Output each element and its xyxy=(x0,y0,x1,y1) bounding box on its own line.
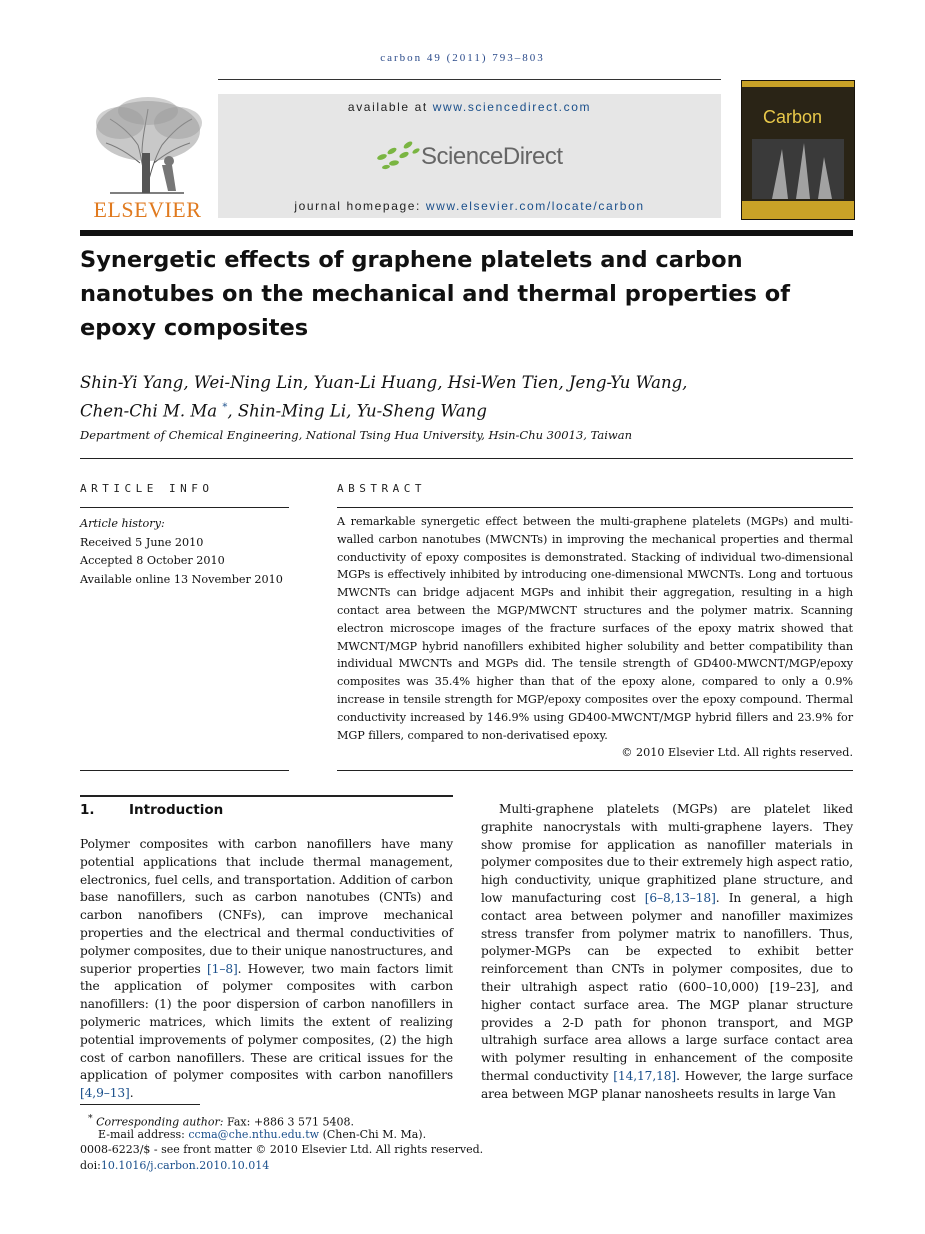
sciencedirect-wordmark: ScienceDirect xyxy=(421,143,563,170)
intro-p1-text-b: . However, two main factors limit the application of polymer composites with carbon nanofillers: (1) the poor dispersion of carbon nanofillers in polymeric matrices, which limits the extent of realizing potential improvements of polymer composites, (2) the high cost of carbon nanofillers. These are critical issues for the application of polymer composites with carbon nanofillers xyxy=(80,961,453,1083)
intro-paragraph-2 xyxy=(481,801,853,1104)
abstract-copyright: © 2010 Elsevier Ltd. All rights reserved. xyxy=(621,746,853,759)
corresponding-author-marker[interactable]: * xyxy=(222,402,228,413)
corresponding-label: Corresponding author: xyxy=(96,1115,224,1129)
reference-link[interactable]: [4,9–13] xyxy=(80,1086,130,1101)
section-number: 1. xyxy=(80,802,95,818)
authors-line-1: Shin-Yi Yang, Wei-Ning Lin, Yuan-Li Huang, Hsi-Wen Tien, Jeng-Yu Wang, xyxy=(80,373,688,392)
cover-title: Carbon xyxy=(763,107,823,127)
homepage-prefix: journal homepage: xyxy=(294,199,426,213)
author-list xyxy=(80,370,860,424)
doi-line xyxy=(80,1158,269,1174)
banner-top-rule xyxy=(218,79,721,80)
footnote-marker: * xyxy=(88,1113,93,1124)
email-label: E-mail address: xyxy=(98,1128,189,1141)
intro-p1-text-a: Polymer composites with carbon nanofillers have many potential applications that include thermal management, electronics, fuel cells, and transportation. Addition of carbon base nanofillers, such as carbon nanotubes (CNTs) and carbon nanofibers (CNFs), can improve mechanical properties and the electrical and thermal conductivities of polymer composites, due to their unique nanostructures, and superior properties xyxy=(80,837,454,976)
article-info-bottom-rule xyxy=(80,770,289,771)
intro-p2-text-c: . However, the large surface area between MGP planar nanosheets results in large Van xyxy=(481,1068,853,1101)
available-at-line xyxy=(218,100,721,114)
history-label: Article history: xyxy=(80,517,165,530)
corresponding-fax: Fax: +886 3 571 5408. xyxy=(223,1115,355,1129)
authors-line-2-rest: , Shin-Ming Li, Yu-Sheng Wang xyxy=(227,401,487,421)
abstract-rule xyxy=(337,507,853,508)
email-link[interactable]: ccma@che.nthu.edu.tw xyxy=(188,1128,320,1141)
intro-paragraph-1 xyxy=(80,836,453,1103)
section-title: Introduction xyxy=(129,802,224,818)
reference-link[interactable]: [1–8] xyxy=(207,961,238,976)
article-title: Synergetic effects of graphene platelets and carbon nanotubes on the mechanical and thermal properties of epoxy composites xyxy=(80,247,791,341)
affiliation: Department of Chemical Engineering, National Tsing Hua University, Hsin-Chu 30013, Taiwan xyxy=(80,428,632,442)
email-footnote xyxy=(80,1127,426,1143)
doi-label: doi: xyxy=(80,1159,101,1172)
intro-p2-text-b: . In general, a high contact area between polymer and nanofiller maximizes stress transfer from polymer matrix to nanofillers. Thus, polymer-MGPs can be expected to exhibit better reinforcement than CNTs in polymer composites, due to their ultrahigh aspect ratio (600–10,000) [19–23], and higher contact surface area. The MGP planar structure provides a 2-D path for phonon transport, and MGP ultrahigh surface area allows a large surface contact area with polymer resulting in enhancement of the composite thermal conductivity xyxy=(481,890,853,1083)
cover-image xyxy=(752,139,844,199)
journal-homepage-line xyxy=(218,199,721,213)
intro-p2-text-a: Multi-graphene platelets (MGPs) are platelet liked graphite nanocrystals with multi-graphene layers. They show promise for application as nanofiller materials in polymer composites due to their extremely high aspect ratio, high conductivity, unique graphitized plane structure, and low manufacturing cost xyxy=(481,802,853,905)
available-prefix: available at xyxy=(347,100,433,114)
reference-link[interactable]: [14,17,18] xyxy=(613,1068,677,1083)
header-thick-rule xyxy=(80,230,853,236)
accepted-date: Accepted 8 October 2010 xyxy=(80,554,225,567)
article-history xyxy=(80,515,290,589)
section-heading xyxy=(80,802,223,818)
abstract-bottom-rule xyxy=(337,770,853,771)
article-info-rule xyxy=(80,507,289,508)
affiliation-rule xyxy=(80,458,853,459)
publisher-name: ELSEVIER xyxy=(93,197,202,222)
email-owner: (Chen-Chi M. Ma). xyxy=(319,1128,427,1141)
abstract-label: ABSTRACT xyxy=(337,482,426,495)
received-date: Received 5 June 2010 xyxy=(80,535,204,549)
journal-homepage-link[interactable]: www.elsevier.com/locate/carbon xyxy=(425,199,645,213)
abstract-text: A remarkable synergetic effect between the multi-graphene platelets (MGPs) and multi-walled carbon nanotubes (MWCNTs) in improving the mechanical properties and thermal conductivity of epoxy composites is demonstrated. Stacking of individual two-dimensional MGPs is effectively inhibited by introducing one-dimensional MWCNTs. Long and tortuous MWCNTs can bridge adjacent MGPs and inhibit their aggregation, resulting in a high contact area between the MGP/MWCNT structures and the polymer matrix. Scanning electron microscope images of the fracture surfaces of the epoxy matrix showed that MWCNT/MGP hybrid nanofillers exhibited higher solubility and better compatibility than individual MWCNTs and MGPs did. The tensile strength of GD400-MWCNT/MGP/epoxy composites was 35.4% higher than that of the epoxy alone, compared to only a 0.9% increase in tensile strength for MGP/epoxy composites over the epoxy compound. Thermal conductivity increased by 146.9% using GD400-MWCNT/MGP hybrid fillers and 23.9% for MGP fillers, compared to non-derivatised epoxy. xyxy=(337,515,853,742)
doi-link[interactable]: 10.1016/j.carbon.2010.10.014 xyxy=(100,1159,270,1172)
issn-line: 0008-6223/$ - see front matter © 2010 Elsevier Ltd. All rights reserved. xyxy=(80,1143,484,1156)
intro-p1-text-c: . xyxy=(129,1086,134,1101)
sciencedirect-link[interactable]: www.sciencedirect.com xyxy=(432,100,592,114)
running-head: carbon 49 (2011) 793–803 xyxy=(380,52,545,64)
journal-cover xyxy=(741,80,855,220)
footnote-rule xyxy=(80,1104,200,1105)
reference-link[interactable]: [6–8,13–18] xyxy=(644,890,716,905)
article-info-label: ARTICLE INFO xyxy=(80,482,214,495)
section-rule xyxy=(80,795,453,797)
authors-line-2 xyxy=(80,395,860,424)
corresponding-author-name: Chen-Chi M. Ma xyxy=(80,401,218,421)
online-date: Available online 13 November 2010 xyxy=(80,572,283,586)
